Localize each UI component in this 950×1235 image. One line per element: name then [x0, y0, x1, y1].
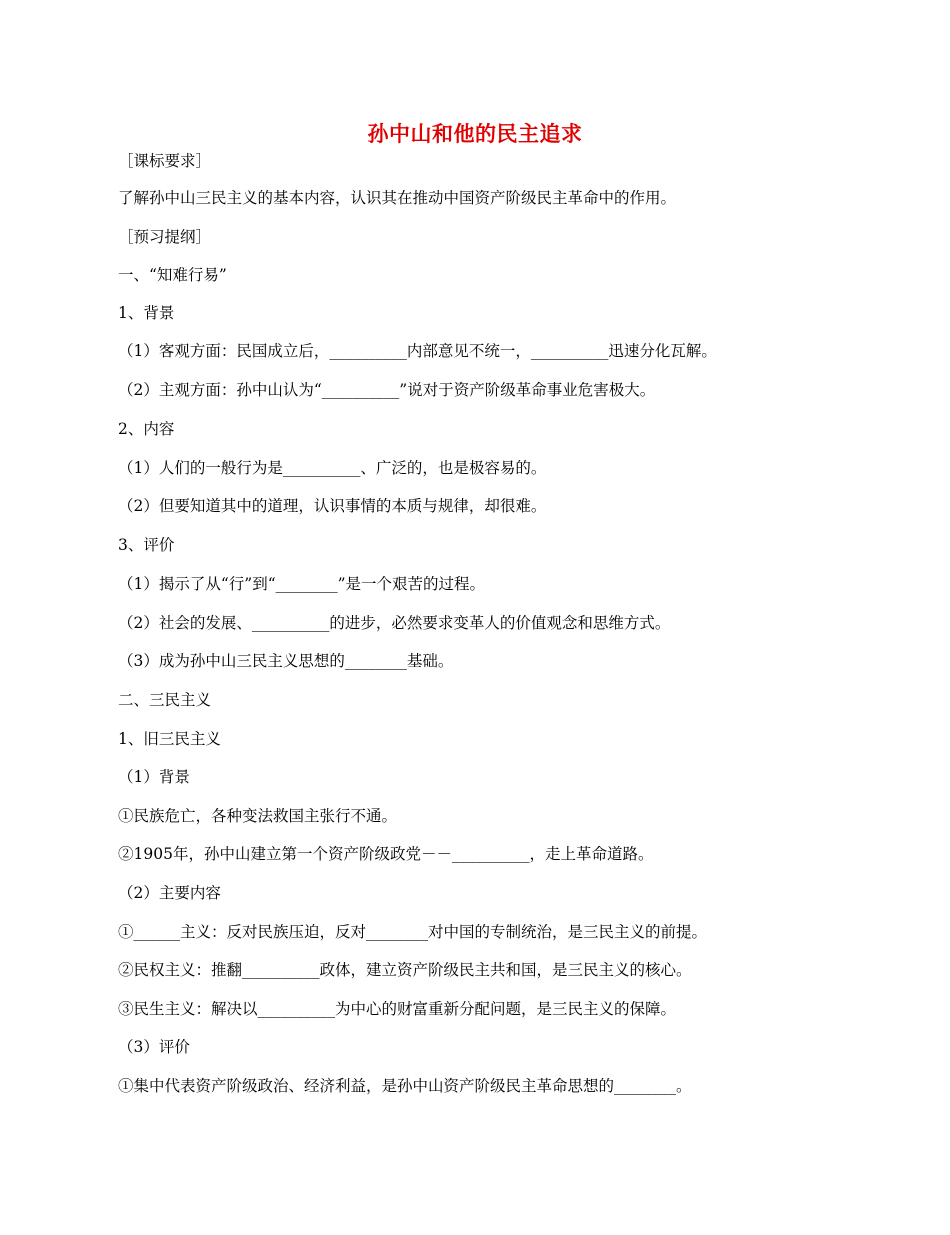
heading-level-3: （3）评价 [118, 1038, 190, 1056]
heading-level-2: 2、内容 [118, 420, 175, 438]
list-item: ③民生主义：解决以__________为中心的财富重新分配问题，是三民主义的保障。 [118, 1000, 677, 1018]
list-item: （1）人们的一般行为是__________、广泛的，也是极容易的。 [118, 459, 547, 477]
heading-level-2: 1、背景 [118, 304, 175, 322]
list-item: ②1905年，孙中山建立第一个资产阶级政党－－__________，走上革命道路。 [118, 845, 654, 863]
paragraph: 了解孙中山三民主义的基本内容，认识其在推动中国资产阶级民主革命中的作用。 [118, 189, 677, 207]
section-heading: ［课标要求］ [118, 152, 212, 170]
list-item: （1）揭示了从“行”到“________”是一个艰苦的过程。 [118, 575, 486, 593]
heading-level-2: 1、旧三民主义 [118, 730, 221, 748]
list-item: ①集中代表资产阶级政治、经济利益，是孙中山资产阶级民主革命思想的________。 [118, 1077, 692, 1095]
heading-level-1: 二、三民主义 [118, 691, 212, 709]
list-item: ①______主义：反对民族压迫，反对________对中国的专制统治，是三民主义的前提。 [118, 923, 708, 941]
list-item: （2）但要知道其中的道理，认识事情的本质与规律，却很难。 [118, 497, 547, 515]
heading-level-3: （1）背景 [118, 768, 190, 786]
document-title: 孙中山和他的民主追求 [367, 121, 583, 146]
heading-level-2: 3、评价 [118, 536, 175, 554]
list-item: （3）成为孙中山三民主义思想的________基础。 [118, 652, 454, 670]
heading-level-1: 一、“知难行易” [118, 266, 227, 284]
list-item: ①民族危亡，各种变法救国主张行不通。 [118, 807, 398, 825]
list-item: （1）客观方面：民国成立后，__________内部意见不统一，__________迅速分化瓦解。 [118, 342, 717, 360]
list-item: ②民权主义：推翻__________政体，建立资产阶级民主共和国，是三民主义的核心。 [118, 961, 692, 979]
list-item: （2）主观方面：孙中山认为“__________”说对于资产阶级革命事业危害极大。 [118, 381, 656, 399]
list-item: （2）社会的发展、__________的进步，必然要求变革人的价值观念和思维方式。 [118, 614, 671, 632]
heading-level-3: （2）主要内容 [118, 884, 221, 902]
section-heading: ［预习提纲］ [118, 228, 212, 246]
